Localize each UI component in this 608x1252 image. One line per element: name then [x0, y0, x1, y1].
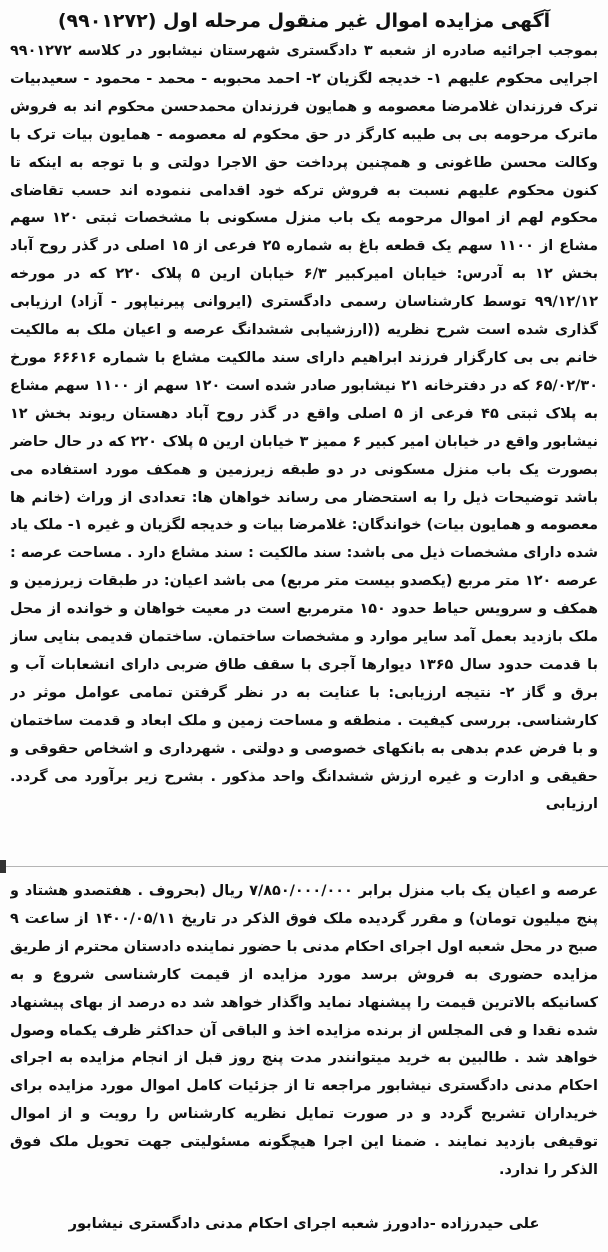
- notice-paragraph-1: بموجب اجرائیه صادره از شعبه ۳ دادگستری شهرستان نیشابور در کلاسه ۹۹۰۱۲۷۲ اجرایی محکوم علیهم ۱- خدیجه لگزیان ۲- احمد محبوبه - محمد - محمود - سعیدبیات ترک فرزندان غلامرضا معصومه و همایون فرزندان محمدحسن محکوم اند به فروش ماترک مرحومه بی بی طیبه کارگز در حق محکوم له معصومه - همایون بیات ترک با وکالت محسن طاغونی و همچنین پرداخت حق الاجرا دولتی و با توجه به اینکه تا کنون محکوم علیهم نسبت به فروش ترکه خود اقدامی ننموده اند حسب تقاضای محکوم لهم از اموال مرحومه یک باب منزل مسکونی با مشخصات ثبتی ۱۲۰ سهم مشاع از ۱۱۰۰ سهم یک قطعه باغ به شماره ۲۵ فرعی از ۱۵ اصلی در گذر روح آباد بخش ۱۲ به آدرس: خیابان امیرکبیر ۶/۳ خیابان ارین ۵ پلاک ۲۲۰ که در مورخه ۹۹/۱۲/۱۲ توسط کارشناسان رسمی دادگستری (ایروانی پیرنیاپور - آزاد) ارزیابی گذاری شده است شرح نظریه ((ارزشیابی ششدانگ عرصه و اعیان ملک به مالکیت خانم بی بی کارگزار فرزند ابراهیم دارای سند مالکیت مشاع با شماره ۶۶۶۱۶ مورخ ۶۵/۰۲/۳۰ که در دفترخانه ۲۱ نیشابور صادر شده است ۱۲۰ سهم از ۱۱۰۰ سهم مشاع به پلاک ثبتی ۴۵ فرعی از ۵ اصلی واقع در گذر روح آباد دهستان ریوند بخش ۱۲ نیشابور واقع در خیابان امیر کبیر ۶ ممیز ۳ خیابان ارین ۵ پلاک ۲۲۰ که در حال حاضر بصورت یک باب منزل مسکونی در دو طبقه زیرزمین و همکف مورد استفاده می باشد توضیحات ذیل را به استحضار می رساند خواهان ها: تعدادی از وراث (خانم ها معصومه و همایون بیات) خواندگان: غلامرضا بیات و خدیجه لگزیان و غیره ۱- ملک یاد شده دارای مشخصات ذیل می باشد: سند مالکیت : سند مشاع دارد . مساحت عرصه : عرصه ۱۲۰ متر مربع (یکصدو بیست متر مربع) می باشد اعیان: در طبقات زیرزمین و همکف و سرویس حیاط حدود ۱۵۰ مترمربع است در معیت خواهان و خوانده از محل ملک بازدید بعمل آمد سایر موارد و مشخصات ساختمان. ساختمان قدیمی بنایی ساز با قدمت حدود سال ۱۳۶۵ دیوارها آجری با سقف طاق ضربی دارای انشعابات آب و برق و گاز ۲- نتیجه ارزیابی: با عنایت به در نظر گرفتن تمامی عوامل موثر در کارشناسی. بررسی کیفیت . منطقه و مساحت زمین و ملک ابعاد و قدمت ساختمان و با فرض عدم بدهی به بانکهای خصوصی و دولتی . شهرداری و اشخاص حقوقی و حقیقی و ادارت و غیره ارزش ششدانگ واحد مذکور . بشرح زیر برآورد می گردد. ارزیابی: [10, 43, 598, 813]
- notice-signature: علی حیدرزاده -دادورز شعبه اجرای احکام مدنی دادگستری نیشابور: [68, 1215, 540, 1232]
- divider-line: [0, 866, 608, 867]
- margin-marker: [0, 860, 6, 873]
- notice-paragraph-2: عرصه و اعیان یک باب منزل برابر ۷/۸۵۰/۰۰۰/۰۰۰ ریال (بحروف . هفتصدو هشتاد و پنج میلیون تومان) و مقرر گردیده ملک فوق الذکر در تاریخ ۱۴۰۰/۰۵/۱۱ از ساعت ۹ صبح در محل شعبه اول اجرای احکام مدنی با حضور نماینده دادستان محترم از طریق مزایده حضوری به فروش برسد مورد مزایده از قیمت کارشناسی شروع و به کسانیکه بالاترین قیمت را پیشنهاد نماید واگذار خواهد شد ده درصد از بهای پیشنهاد شده نقدا و فی المجلس از برنده مزایده اخذ و الباقی آن حداکثر ظرف یکماه وصول خواهد شد . طالبین به خرید میتوانندر مدت پنج روز قبل از انجام مزایده به اجرای احکام مدنی دادگستری نیشابور مراجعه تا از جزئیات کامل اموال مورد مزایده برای خریداران تشریح گردد و در صورت تمایل نظریه کارشناس را رویت و از اموال توقیفی بازدید نمایند . ضمنا این اجرا هیچگونه مسئولیتی جهت تحویل ملک فوق الذکر را ندارد.: [10, 883, 598, 1179]
- column-divider: [10, 856, 598, 878]
- notice-title: آگهی مزایده اموال غیر منقول مرحله اول (۹۹۰۱۲۷۲): [57, 10, 551, 32]
